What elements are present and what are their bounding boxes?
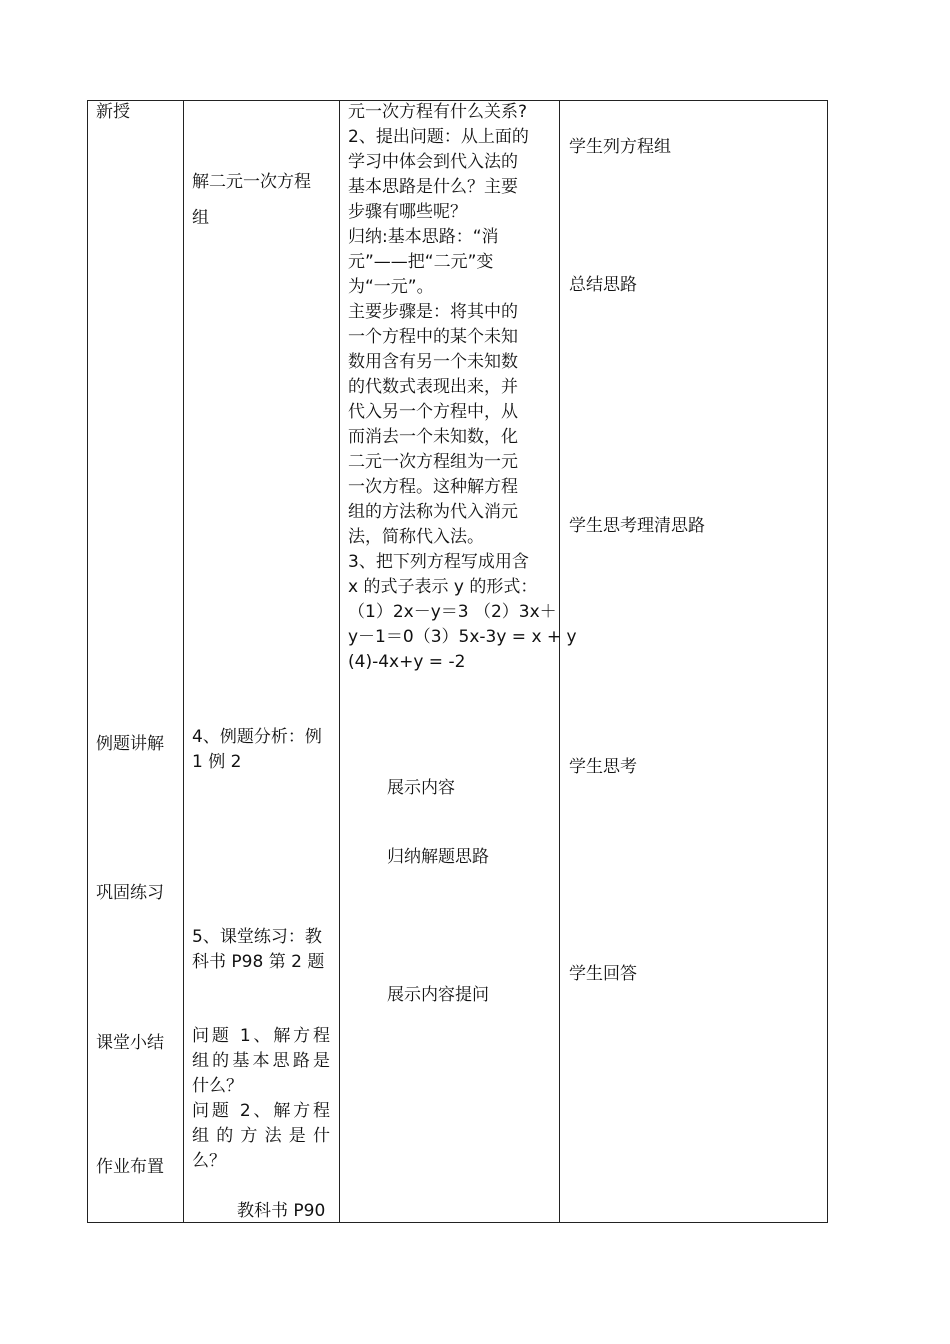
content-practice-line1: 5、课堂练习：教	[192, 927, 322, 947]
content-solve-line1: 解二元一次方程	[192, 172, 311, 192]
question2-line2: 组 的 方 法 是 什	[192, 1126, 330, 1146]
homework-text: 教科书 P90	[237, 1201, 326, 1221]
question1-line3: 什么？	[192, 1076, 243, 1096]
activity-line: 学习中体会到代入法的	[348, 152, 518, 172]
activity-line: 元一次方程有什么关系?	[348, 102, 528, 122]
stage-example: 例题讲解	[96, 734, 164, 754]
content-example-line2: 1 例 2	[192, 752, 242, 772]
stage-new-lesson: 新授	[96, 102, 130, 122]
summary-approach-text: 归纳解题思路	[387, 847, 489, 867]
activity-line: 组的方法称为代入消元	[348, 502, 518, 522]
activity-line: 为“一元”。	[348, 277, 434, 297]
activity-line: 数用含有另一个未知数	[348, 352, 518, 372]
activity-line: 元”——把“二元”变	[348, 252, 494, 272]
column-divider-3	[559, 101, 560, 1222]
activity-line: 归纳:基本思路：“消	[348, 227, 499, 247]
question2-line3: 么？	[192, 1151, 226, 1171]
show-content-question-text: 展示内容提问	[387, 985, 489, 1005]
question2-line1: 问题 2、解方程	[192, 1101, 330, 1121]
activity-line: 主要步骤是：将其中的	[348, 302, 518, 322]
student-activity-2: 总结思路	[569, 275, 637, 295]
activity-line: 法，简称代入法。	[348, 527, 484, 547]
column-divider-1	[183, 101, 184, 1222]
activity-line: 一个方程中的某个未知	[348, 327, 518, 347]
activity-line: (4)-4x+y = -2	[348, 652, 466, 672]
content-example-line1: 4、例题分析：例	[192, 727, 322, 747]
content-practice-line2: 科书 P98 第 2 题	[192, 952, 325, 972]
student-activity-5: 学生回答	[569, 964, 637, 984]
stage-homework: 作业布置	[96, 1157, 164, 1177]
stage-practice: 巩固练习	[96, 883, 164, 903]
question1-line1: 问题 1、解方程	[192, 1026, 330, 1046]
activity-line: 基本思路是什么？主要	[348, 177, 518, 197]
activity-line: （1）2x－y＝3 （2）3x＋	[348, 602, 557, 622]
question1-line2: 组的基本思路是	[192, 1051, 330, 1071]
activity-line: x 的式子表示 y 的形式：	[348, 577, 538, 597]
activity-line: 2、提出问题：从上面的	[348, 127, 529, 147]
activity-line: 而消去一个未知数，化	[348, 427, 518, 447]
stage-summary: 课堂小结	[96, 1033, 164, 1053]
show-content-text: 展示内容	[387, 778, 455, 798]
column-divider-2	[339, 101, 340, 1222]
student-activity-4: 学生思考	[569, 757, 637, 777]
activity-line: 步骤有哪些呢？	[348, 202, 467, 222]
activity-line: 代入另一个方程中，从	[348, 402, 518, 422]
activity-line: 3、把下列方程写成用含	[348, 552, 529, 572]
activity-line: 的代数式表现出来，并	[348, 377, 518, 397]
activity-line: y－1＝0（3）5x-3y = x + y	[348, 627, 577, 647]
content-solve-line2: 组	[192, 208, 209, 228]
student-activity-1: 学生列方程组	[569, 137, 671, 157]
activity-line: 二元一次方程组为一元	[348, 452, 518, 472]
student-activity-3: 学生思考理清思路	[569, 516, 705, 536]
activity-line: 一次方程。这种解方程	[348, 477, 518, 497]
